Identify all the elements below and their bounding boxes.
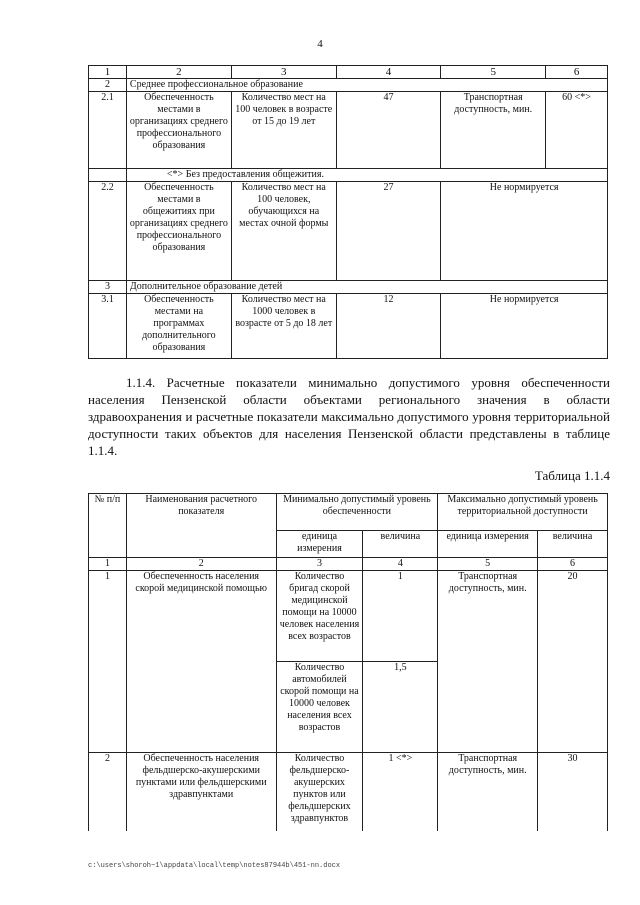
max-value-cell: 60 <*>: [546, 92, 608, 169]
col-number: 5: [438, 558, 538, 571]
max-cell: Не нормируется: [441, 294, 608, 359]
max-unit-cell: Транспортная доступность, мин.: [438, 753, 538, 831]
header-value: величина: [363, 531, 438, 558]
table-row: [89, 753, 608, 831]
table-colnum-row: [89, 558, 608, 571]
row-number: 2.1: [89, 92, 127, 169]
col-number: 5: [441, 66, 546, 79]
unit-cell: Количество мест на 100 человек, обучающихся на местах очной формы: [231, 182, 336, 281]
col-number: 4: [363, 558, 438, 571]
col-number: 1: [89, 558, 127, 571]
indicator-name: Обеспеченность местами в организациях среднего профессионального образования: [126, 92, 231, 169]
unit-cell: Количество мест на 100 человек в возрасте от 15 до 19 лет: [231, 92, 336, 169]
section-number: 2: [89, 79, 127, 92]
row-number: 3.1: [89, 294, 127, 359]
col-number: 2: [126, 66, 231, 79]
unit-cell: Количество бригад скорой медицинской помощи на 10000 человек населения всех возрастов: [276, 571, 363, 662]
row-number: 2: [89, 753, 127, 831]
section-number: 3: [89, 281, 127, 294]
header-max: Максимально допустимый уровень территориальной доступности: [438, 494, 608, 531]
value-cell: 27: [336, 182, 441, 281]
col-number: 3: [231, 66, 336, 79]
table-section-row: [89, 79, 608, 92]
value-cell: 1: [363, 571, 438, 662]
table-section-row: [89, 281, 608, 294]
section-title: Дополнительное образование детей: [126, 281, 607, 294]
section-paragraph: 1.1.4. Расчетные показатели минимально допустимого уровня обеспеченности населения Пензенской области объектами регионального значения в области здравоохранения и расчетные показатели максимально допустимого уровня территориальной доступности таких объектов для населения Пензенской области представлены в таблице 1.1.4.: [88, 375, 610, 458]
col-number: 6: [546, 66, 608, 79]
table-header-row: [89, 66, 608, 79]
max-unit-cell: Транспортная доступность, мин.: [441, 92, 546, 169]
col-number: 6: [538, 558, 608, 571]
col-number: 2: [126, 558, 276, 571]
section-title: Среднее профессиональное образование: [126, 79, 607, 92]
col-number: 1: [89, 66, 127, 79]
indicator-name: Обеспеченность местами в общежитиях при организациях среднего профессионального образования: [126, 182, 231, 281]
unit-cell: Количество фельдшерско-акушерских пунктов или фельдшерских здравпунктов: [276, 753, 363, 831]
table-row: [89, 571, 608, 662]
unit-cell: Количество мест на 1000 человек в возрасте от 5 до 18 лет: [231, 294, 336, 359]
max-cell: Не нормируется: [441, 182, 608, 281]
max-unit-cell: Транспортная доступность, мин.: [438, 571, 538, 753]
table-row: [89, 92, 608, 169]
healthcare-table: [88, 493, 608, 831]
table-row: [89, 294, 608, 359]
indicator-name: Обеспеченность населения скорой медицинской помощью: [126, 571, 276, 753]
value-cell: 1,5: [363, 662, 438, 753]
table-header-row: [89, 494, 608, 531]
header-name: Наименования расчетного показателя: [126, 494, 276, 558]
row-note: <*> Без предоставления общежития.: [126, 169, 607, 182]
page-number: 4: [317, 38, 323, 50]
value-cell: 12: [336, 294, 441, 359]
row-number: 2.2: [89, 182, 127, 281]
max-value-cell: 30: [538, 753, 608, 831]
header-number: № п/п: [89, 494, 127, 558]
indicator-name: Обеспеченность населения фельдшерско-акушерскими пунктами или фельдшерскими здравпунктами: [126, 753, 276, 831]
table-caption: Таблица 1.1.4: [534, 468, 610, 483]
unit-cell: Количество автомобилей скорой помощи на 10000 человек населения всех возрастов: [276, 662, 363, 753]
table-note-row: [89, 169, 608, 182]
indicator-name: Обеспеченность местами на программах дополнительного образования: [126, 294, 231, 359]
row-number: 1: [89, 571, 127, 753]
header-min: Минимально допустимый уровень обеспеченности: [276, 494, 438, 531]
value-cell: 47: [336, 92, 441, 169]
max-value-cell: 20: [538, 571, 608, 753]
value-cell: 1 <*>: [363, 753, 438, 831]
header-value: величина: [538, 531, 608, 558]
education-table: [88, 65, 608, 359]
table-row: [89, 182, 608, 281]
header-unit: единица измерения: [276, 531, 363, 558]
col-number: 4: [336, 66, 441, 79]
col-number: 3: [276, 558, 363, 571]
header-unit: единица измерения: [438, 531, 538, 558]
file-path-footer: c:\users\shoroh~1\appdata\local\temp\notes87944b\451-nn.docx: [88, 862, 341, 870]
